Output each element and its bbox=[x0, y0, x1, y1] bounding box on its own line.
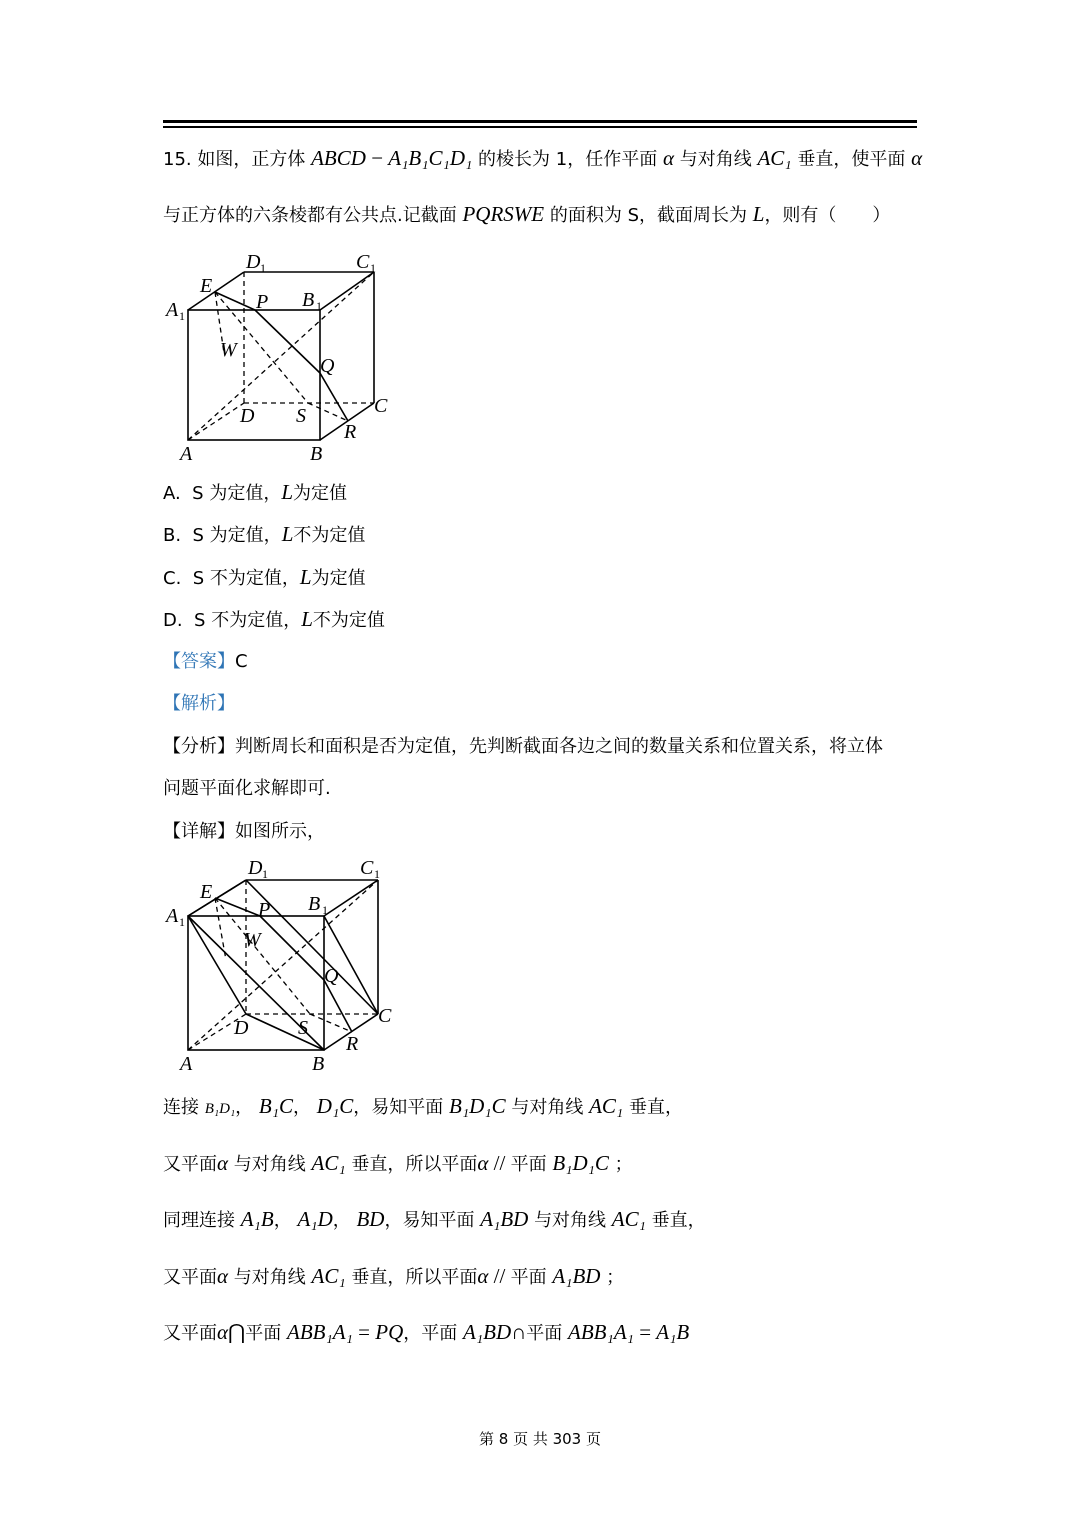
step-line-1: 连接 B₁D₁， B₁C， D₁C，易知平面 B₁D₁C 与对角线 AC₁ 垂直， bbox=[163, 1094, 683, 1118]
fig2-label-B1: B bbox=[308, 893, 321, 915]
cube-figure-1 bbox=[160, 248, 400, 468]
fig2-label-E: E bbox=[200, 881, 213, 903]
question-line-1: 15. 如图，正方体 ABCD − A₁B₁C₁D₁ 的棱长为 1，任作平面 α 与对角线 AC₁ 垂直，使平面 α bbox=[163, 146, 923, 170]
answer-value: C bbox=[235, 651, 248, 672]
detail-heading: 【详解】如图所示， bbox=[163, 821, 325, 842]
fig2-label-C: C bbox=[378, 1005, 392, 1027]
label-A1: A bbox=[166, 299, 179, 321]
fenxi-line-2: 问题平面化求解即可. bbox=[163, 778, 331, 799]
top-rule-thick bbox=[163, 120, 917, 123]
fig2-label-D: D bbox=[234, 1017, 249, 1039]
option-c: C. S 不为定值，L为定值 bbox=[163, 565, 366, 589]
fig2-label-R: R bbox=[346, 1033, 359, 1055]
answer-tag: 【答案】 bbox=[163, 651, 235, 672]
fig2-label-B: B bbox=[312, 1053, 325, 1075]
svg-text:1: 1 bbox=[370, 261, 376, 275]
label-W: W bbox=[220, 339, 237, 361]
analysis-heading: 【解析】 bbox=[163, 693, 235, 714]
step-line-3: 同理连接 A₁B， A₁D， BD，易知平面 A₁BD 与对角线 AC₁ 垂直， bbox=[163, 1207, 706, 1231]
fig2-label-C1: C bbox=[360, 857, 374, 879]
top-rule-thin bbox=[163, 126, 917, 128]
label-D1: D bbox=[246, 251, 261, 273]
question-line-2: 与正方体的六条棱都有公共点.记截面 PQRSWE 的面积为 S，截面周长为 L，则有（ ） bbox=[163, 202, 891, 226]
step-line-5: 又平面α⋂平面 ABB₁A₁ = PQ，平面 A₁BD∩平面 ABB₁A₁ = A₁B bbox=[163, 1320, 690, 1344]
svg-text:1: 1 bbox=[262, 867, 268, 881]
step-line-4: 又平面α 与对角线 AC₁ 垂直，所以平面α // 平面 A₁BD ； bbox=[163, 1264, 625, 1288]
svg-text:1: 1 bbox=[316, 299, 322, 313]
label-B: B bbox=[310, 443, 323, 465]
question-number: 15. bbox=[163, 149, 192, 170]
fig2-label-S: S bbox=[298, 1017, 308, 1039]
cube-figure-2 bbox=[160, 852, 400, 1077]
fig2-label-W: W bbox=[244, 929, 261, 951]
svg-text:1: 1 bbox=[322, 903, 328, 917]
fig2-label-A1: A bbox=[166, 905, 179, 927]
label-B1: B bbox=[302, 289, 315, 311]
label-C1: C bbox=[356, 251, 370, 273]
option-b: B. S 为定值，L不为定值 bbox=[163, 522, 366, 546]
svg-text:1: 1 bbox=[374, 867, 380, 881]
answer bbox=[163, 650, 248, 674]
svg-text:1: 1 bbox=[260, 261, 266, 275]
label-D: D bbox=[240, 405, 255, 427]
option-d: D. S 不为定值，L不为定值 bbox=[163, 607, 385, 631]
fig2-label-D1: D bbox=[248, 857, 263, 879]
fig2-label-Q: Q bbox=[324, 965, 339, 987]
page-footer: 第 8 页 共 303 页 bbox=[478, 1430, 601, 1448]
label-S: S bbox=[296, 405, 306, 427]
svg-text:1: 1 bbox=[179, 309, 185, 323]
label-A: A bbox=[180, 443, 193, 465]
fig2-label-P: P bbox=[258, 899, 271, 921]
label-E: E bbox=[200, 275, 213, 297]
option-a: A. S 为定值，L为定值 bbox=[163, 480, 348, 504]
fig2-label-A: A bbox=[180, 1053, 193, 1075]
label-C: C bbox=[374, 395, 388, 417]
svg-text:1: 1 bbox=[179, 915, 185, 929]
fenxi-line-1: 【分析】判断周长和面积是否为定值，先判断截面各边之间的数量关系和位置关系，将立体 bbox=[163, 736, 883, 757]
label-R: R bbox=[344, 421, 357, 443]
label-Q: Q bbox=[320, 355, 335, 377]
label-P: P bbox=[256, 291, 269, 313]
step-line-2: 又平面α 与对角线 AC₁ 垂直，所以平面α // 平面 B₁D₁C ； bbox=[163, 1151, 633, 1175]
